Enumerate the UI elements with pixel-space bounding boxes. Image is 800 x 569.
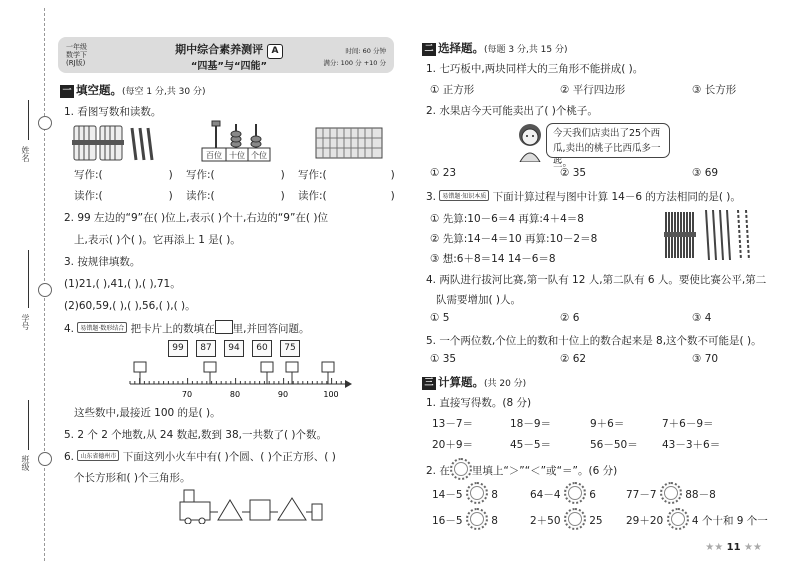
sticks-subtraction-figure [662,206,762,266]
q5-text: 5. 2 个 2 个地数,从 24 数起,数到 38,一共数了( )个数。 [64,429,328,441]
speech-bubble: 今天我们店卖出了25个西瓜,卖出的桃子比西瓜多一些。 [546,123,670,158]
stick-bundles-figure [70,122,160,164]
cube-blocks-figure [314,124,386,164]
section-note: (共 20 分) [484,379,527,389]
section-title: 计算题。 [438,375,484,389]
choice-q5-option[interactable]: ① 35 [430,353,457,365]
test-subtitle: “四基”与“四能” [190,61,268,72]
stick [720,210,723,260]
class-label: 班级 [21,455,30,471]
choice-q1-option[interactable]: ① 正方形 [430,84,475,96]
compare-right: 6 [589,489,596,501]
q4-number: 4. [64,323,75,335]
q1-read-2: 读作:( ) [186,190,285,202]
train-chimney [184,490,194,502]
q4-question: 这些数中,最接近 100 的是( )。 [74,407,221,419]
q6-line2: 个长方形和( )个三角形。 [74,472,191,484]
compare-left: 29＋20 [626,515,664,527]
axis-label: 90 [277,390,289,399]
section-note: (每题 3 分,共 15 分) [484,45,568,55]
choice-q3-option[interactable]: ③ 想:6＋8＝14 14－6＝8 [430,253,556,265]
number-line-box [134,362,146,372]
q3-row1: (1)21,( ),41,( ),( ),71。 [64,278,181,290]
train-figure [178,488,324,524]
binding-circle [38,283,52,297]
page-number [705,542,762,553]
calc-q1-text: 1. 直接写得数。(8 分) [426,397,532,409]
section-number: 二 [422,43,436,56]
compare-item [432,508,498,530]
choice-q1-text: 1. 七巧板中,两块同样大的三角形不能拼成( )。 [426,63,644,75]
q1-write-1: 写作:( ) [74,169,173,181]
flower-circle-icon [450,458,472,480]
choice-q3-text-body: 下面计算过程与图中计算 14－6 的方法相同的是( )。 [492,191,741,203]
choice-q5-text: 5. 一个两位数,个位上的数和十位上的数合起来是 8,这个数不可能是( )。 [426,335,762,347]
calc-item: 56－50＝ [590,439,638,451]
compare-item [626,508,768,530]
grade-info [66,43,87,67]
compare-left: 16－5 [432,515,463,527]
flower-circle-icon[interactable] [564,508,586,530]
q1-write-2: 写作:( ) [186,169,285,181]
calc-item: 20＋9＝ [432,439,474,451]
q1-write-3: 写作:( ) [298,169,395,181]
binding-circle [38,116,52,130]
section-note: (每空 1 分,共 30 分) [122,87,206,97]
q1-read-1: 读作:( ) [74,190,173,202]
title-text: 期中综合素养测评 [175,43,264,56]
test-header [58,37,394,73]
binding-circle [38,452,52,466]
choice-q4-option[interactable]: ② 6 [560,312,580,324]
number-line-box [261,362,273,372]
number-card: 60 [252,340,272,357]
abacus-bead [251,136,261,142]
stick [706,210,709,260]
name-label: 姓名 [21,146,30,162]
section-number: 一 [60,85,74,98]
compare-item [432,482,498,504]
stick [713,210,716,260]
number-line-box [286,362,298,372]
q6-line1-text: 下面这列小火车中有( )个圆、( )个正方形、( ) [122,451,336,463]
calc-item: 7＋6－9＝ [662,418,714,430]
compare-right: 88－8 [685,489,716,501]
choice-q4-line1: 4. 两队进行拔河比赛,第一队有 12 人,第二队有 6 人。要使比赛公平,第二 [426,274,767,286]
bundle-band [664,232,696,237]
section-number: 三 [422,377,436,390]
removed-stick [746,210,749,260]
choice-q4-line2: 队需要增加( )人。 [436,294,522,306]
q2-line1: 2. 99 左边的“9”在( )位上,表示( )个十,右边的“9”在( )位 [64,212,328,224]
shopkeeper-girl-icon [516,122,544,162]
choice-q2-option[interactable]: ② 35 [560,167,587,179]
flower-circle-icon[interactable] [466,482,488,504]
axis-label: 80 [229,390,241,399]
axis-label: 100 [323,390,339,399]
page-number-text: 11 [726,542,741,553]
abacus-label: 百位 [206,151,222,160]
section-title: 选择题。 [438,41,484,55]
name-line [28,100,29,140]
axis-label: 70 [181,390,193,399]
abacus-figure [196,120,276,164]
calc-item: 43－3＋6＝ [662,439,721,451]
number-card: 94 [224,340,244,357]
number-line [120,358,360,402]
star-decoration-icon: ★★ [705,542,727,553]
calc-item: 18－9＝ [510,418,552,430]
train-wheel [185,518,191,524]
loose-sticks [706,210,749,260]
choice-q2-text: 2. 水果店今天可能卖出了( )个桃子。 [426,105,598,117]
title-badge: A [267,44,283,59]
removed-stick [738,210,741,260]
binding-strip [0,0,52,569]
q4-text [64,320,309,336]
q6-number: 6. [64,451,75,463]
single-stick [132,128,136,160]
compare-item [530,508,603,530]
choice-q5-option[interactable]: ③ 70 [692,353,719,365]
calc-item: 9＋6＝ [590,418,625,430]
section-title: 填空题。 [76,83,122,97]
compare-item [626,482,716,504]
calc-q2-text [426,458,617,480]
number-card: 99 [168,340,188,357]
train-square [250,500,270,520]
axis-ticks [130,378,341,384]
choice-q3-option[interactable]: ① 先算:10－6＝4 再算:4＋4＝8 [430,213,584,225]
q3-text: 3. 按规律填数。 [64,256,141,268]
q6-line1 [64,449,336,464]
number-card: 87 [196,340,216,357]
abacus-bead [231,131,241,137]
q1-read-3: 读作:( ) [298,190,395,202]
compare-left: 77－7 [626,489,657,501]
choice-q4-option[interactable]: ① 5 [430,312,450,324]
stick-bundle [664,212,696,258]
stick-bundle [98,126,124,160]
flower-circle-icon[interactable] [667,508,689,530]
abacus-label: 十位 [229,151,245,160]
stick-bundle [72,126,98,160]
section-calc [422,374,526,390]
single-stick [148,128,152,160]
subject-text: 数学下 [66,51,87,59]
id-line [28,250,29,308]
edition-text: (RJ版) [66,59,86,67]
section-choice [422,40,568,56]
train-triangle [278,498,306,520]
flower-circle-icon[interactable] [466,508,488,530]
calc-item: 13－7＝ [432,418,474,430]
axis-arrow-icon [345,380,352,388]
single-stick [140,128,144,160]
q4-tag: 易错题·数形结合 [77,322,127,333]
compare-item [530,482,596,504]
abacus-bead [212,121,220,126]
choice-q2-option[interactable]: ① 23 [430,167,457,179]
compare-right: 25 [589,515,603,527]
choice-q5-option[interactable]: ② 62 [560,353,587,365]
choice-q3-tag: 易错题·知识本质 [439,190,489,201]
compare-right: 8 [491,515,498,527]
q1-text: 1. 看图写数和读数。 [64,106,162,118]
id-label: 学号 [21,314,30,330]
stick [727,210,730,260]
time-info: 时间: 60 分钟 [345,47,386,55]
compare-right: 4 个十和 9 个一 [691,515,768,527]
compare-left: 2＋50 [530,515,561,527]
q4-text-a: 把卡片上的数填在 [130,323,215,335]
star-decoration-icon: ★★ [740,542,762,553]
q2-line2: 上,表示( )个( )。它再添上 1 是( )。 [74,234,241,246]
abacus-label: 个位 [251,151,267,160]
compare-left: 14－5 [432,489,463,501]
compare-left: 64－4 [530,489,561,501]
flower-circle-icon[interactable] [660,482,682,504]
compare-right: 8 [491,489,498,501]
number-line-box [204,362,216,372]
choice-q3-option[interactable]: ② 先算:14－4＝10 再算:10－2＝8 [430,233,598,245]
grade-text: 一年级 [66,43,87,51]
choice-q4-option[interactable]: ③ 4 [692,312,712,324]
choice-q3-number: 3. [426,191,437,203]
train-wheel [199,518,205,524]
calc-item: 45－5＝ [510,439,552,451]
choice-q1-option[interactable]: ③ 长方形 [692,84,737,96]
answer-box-icon [215,320,233,334]
section-fill-in [60,82,206,98]
class-line [28,400,29,450]
q4-text-b: 里,并回答问题。 [232,323,310,335]
number-card: 75 [280,340,300,357]
choice-q2-option[interactable]: ③ 69 [692,167,719,179]
number-line-box [322,362,334,372]
calc-q2-text-b: 里填上“＞”“＜”或“＝”。(6 分) [471,465,618,477]
train-rectangle [180,502,210,520]
train-triangle [218,500,242,520]
q6-tag: 山东省德州市 [77,450,119,461]
choice-q3-text [426,189,741,204]
choice-q1-option[interactable]: ② 平行四边形 [560,84,626,96]
flower-circle-icon[interactable] [564,482,586,504]
score-info: 满分: 100 分 +10 分 [323,59,386,67]
q3-row2: (2)60,59,( ),( ),56,( ),( )。 [64,300,196,312]
calc-q2-text-a: 2. 在 [426,465,450,477]
train-rectangle [312,504,322,520]
